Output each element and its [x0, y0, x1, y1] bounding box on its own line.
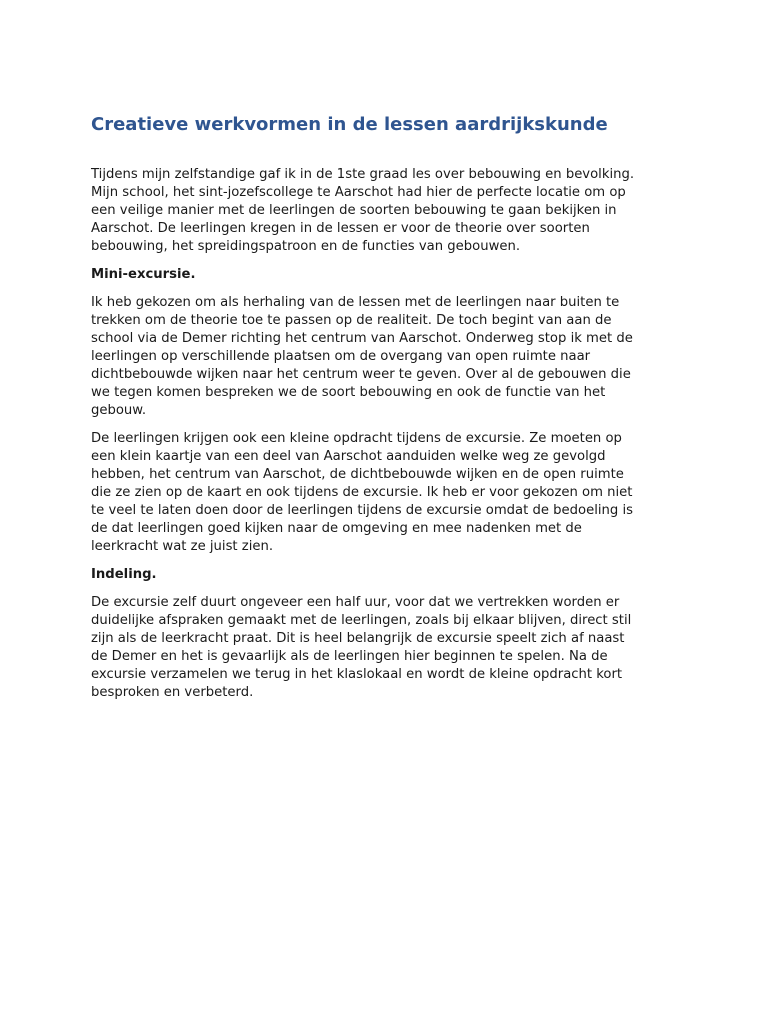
mini-excursie-paragraph-1: Ik heb gekozen om als herhaling van de lessen met de leerlingen naar buiten te trekken om de theorie toe te passen op de realiteit. De toch begint van aan de school via de Demer richting het centrum van Aarschot. Onderweg stop ik met de leerlingen op verschillende plaatsen om de overgang van open ruimte naar dichtbebouwde wijken naar het centrum weer te geven. Over al de gebouwen die we tegen komen bespreken we de soort bebouwing en ook de functie van het gebouw.	[91, 295, 633, 418]
indeling-paragraph-1: De excursie zelf duurt ongeveer een half uur, voor dat we vertrekken worden er duidelijke afspraken gemaakt met de leerlingen, zoals bij elkaar blijven, direct stil zijn als de leerkracht praat. Dit is heel belangrijk de excursie speelt zich af naast de Demer en het is gevaarlijk als de leerlingen hier beginnen te spelen. Na de excursie verzamelen we terug in het klaslokaal en wordt de kleine opdracht kort besproken en verbeterd.	[91, 595, 632, 700]
intro-paragraph: Tijdens mijn zelfstandige gaf ik in de 1ste graad les over bebouwing en bevolking. Mijn school, het sint-jozefscollege te Aarschot had hier de perfecte locatie om op een veilige manier met de leerlingen de soorten bebouwing te gaan bekijken in Aarschot. De leerlingen kregen in de lessen er voor de theorie over soorten bebouwing, het spreidingspatroon en de functies van gebouwen.	[91, 167, 635, 254]
section-heading-mini-excursie: Mini-excursie.	[91, 267, 196, 282]
section-heading-indeling: Indeling.	[91, 567, 157, 582]
mini-excursie-paragraph-2: De leerlingen krijgen ook een kleine opdracht tijdens de excursie. Ze moeten op een klein kaartje van een deel van Aarschot aanduiden welke weg ze gevolgd hebben, het centrum van Aarschot, de dichtbebouwde wijken en de open ruimte die ze zien op de kaart en ook tijdens de excursie. Ik heb er voor gekozen om niet te veel te laten doen door de leerlingen tijdens de excursie omdat de bedoeling is de dat leerlingen goed kijken naar de omgeving en mee nadenken met de leerkracht wat ze juist zien.	[91, 431, 633, 554]
document-page	[91, 112, 691, 712]
document-title: Creatieve werkvormen in de lessen aardrijkskunde	[91, 114, 608, 135]
